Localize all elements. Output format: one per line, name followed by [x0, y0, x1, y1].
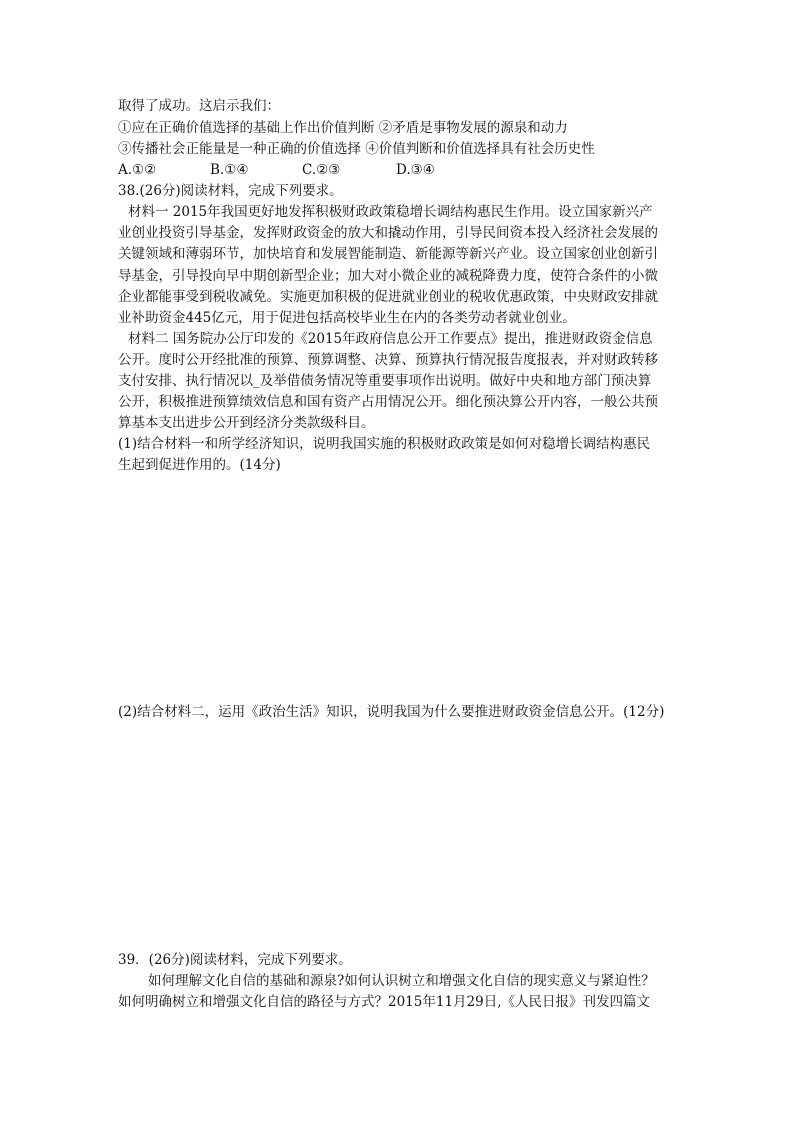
q38-material1-line: 导基金，引导投向早中期创新型企业；加大对小微企业的减税降费力度，使符合条件的小微: [118, 268, 658, 284]
q39-line: 如何理解文化自信的基础和源泉?如何认识树立和增强文化自信的现实意义与紧迫性？: [148, 973, 655, 989]
q37-option-a: A.①②: [118, 162, 157, 178]
q37-option-c: C.②③: [302, 162, 341, 178]
q38-material1-line: 业创业投资引导基金，发挥财政资金的放大和撬动作用，引导民间资本投入经济社会发展的: [118, 225, 658, 241]
q38-material2-line: 材料二 国务院办公厅印发的《2015年政府信息公开工作要点》提出，推进财政资金信息: [128, 331, 653, 347]
q39-line: 如何明确树立和增强文化自信的路径与方式？2015年11月29日,《人民日报》刊发四篇文: [118, 994, 651, 1010]
q38-material2-line: 支付安排、执行情况以_及举借债务情况等重要事项作出说明。做好中央和地方部门预决算: [118, 373, 652, 389]
q39-header: 39．(26分)阅读材料，完成下列要求。: [118, 952, 352, 968]
q38-material1-line: 关键领域和薄弱环节，加快培育和发展智能制造、新能源等新兴产业。设立国家创业创新引: [118, 246, 658, 262]
q37-options: [118, 160, 678, 180]
q37-option-b: B.①④: [210, 162, 249, 178]
q38-material1-line: 材料一 2015年我国更好地发挥积极财政政策稳增长调结构惠民生作用。设立国家新兴产: [128, 204, 653, 220]
q37-statements-3-4: ③传播社会正能量是一种正确的价值选择 ④价值判断和价值选择具有社会历史性: [118, 141, 595, 157]
q38-material2-line: 公开，积极推进预算绩效信息和国有资产占用情况公开。细化预决算公开内容，一般公共预: [118, 394, 658, 410]
q37-tail-text: 取得了成功。这启示我们：: [118, 98, 280, 114]
q37-option-d: D.③④: [396, 162, 435, 178]
q38-material1-line: 企业都能事受到税收减免。实施更加积极的促进就业创业的税收优惠政策，中央财政安排就: [118, 289, 658, 305]
q38-material1-line: 业补助资金445亿元，用于促进包括高校毕业生在内的各类劳动者就业创业。: [118, 310, 576, 326]
q38-sub1-line: (1)结合材料一和所学经济知识，说明我国实施的积极财政政策是如何对稳增长调结构惠民: [118, 436, 651, 452]
q38-sub1-line: 生起到促进作用的。(14分): [118, 457, 281, 473]
q38-material2-line: 算基本支出进步公开到经济分类款级科目。: [118, 415, 375, 431]
q38-header: 38.(26分)阅读材料，完成下列要求。: [118, 183, 343, 199]
q37-statements-1-2: ①应在正确价值选择的基础上作出价值判断 ②矛盾是事物发展的源泉和动力: [118, 120, 568, 136]
q38-material2-line: 公开。度时公开经批准的预算、预算调整、决算、预算执行情况报告度报表，并对财政转移: [118, 352, 658, 368]
q38-sub2: (2)结合材料二，运用《政治生活》知识，说明我国为什么要推进财政资金信息公开。(12分): [118, 704, 665, 720]
